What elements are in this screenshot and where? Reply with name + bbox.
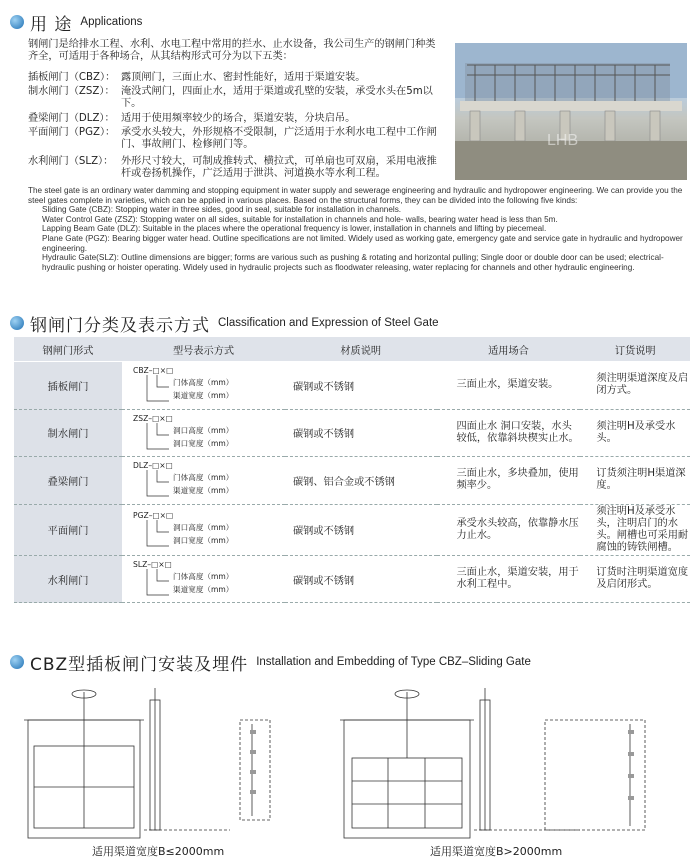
section-title-en: Applications xyxy=(80,16,143,28)
gate-type-cell: 插板闸门 xyxy=(14,362,122,410)
bullet-icon xyxy=(10,316,24,330)
order-note-cell: 订货时注明渠道宽度及启闭形式。 xyxy=(580,556,690,604)
gate-item-cbz: 插板闸门（CBZ）： 露顶闸门，三面止水、密封性能好，适用于渠道安装。 xyxy=(28,72,366,83)
usage-cell: 三面止水，渠道安装。 xyxy=(437,362,581,410)
usage-cell: 三面止水，渠道安装，用于水利工程中。 xyxy=(437,556,581,604)
section-title-en: Installation and Embedding of Type CBZ–Sliding Gate xyxy=(256,656,531,668)
header-cell: 订货说明 xyxy=(580,337,690,362)
order-note-cell: 须注明H及承受水头。 xyxy=(580,410,690,458)
gate-item-zsz: 制水闸门（ZSZ）： 淹没式闸门，四面止水，适用于渠道或孔壁的安装，承受水头在5m以下。 xyxy=(28,86,433,110)
code-line2: 洞口宽度（mm） xyxy=(173,535,234,545)
bullet-icon xyxy=(10,655,24,669)
header-cell: 钢闸门形式 xyxy=(14,337,122,362)
intro-text: 钢闸门是给排水工程、水利、水电工程中常用的拦水、止水设备，我公司生产的钢闸门种类齐全，可适用于各种场合，从其结构形式可分为以下五类： xyxy=(28,39,436,63)
section-applications-title xyxy=(10,10,142,34)
gate-item-dlz: 叠梁闸门（DLZ）： 适用于使用频率较少的场合，渠道安装，分块启吊。 xyxy=(28,113,356,124)
svg-text:LHB: LHB xyxy=(547,132,579,149)
caption-large-channel: 适用渠道宽度B>2000mm xyxy=(430,845,563,858)
installation-drawing-small xyxy=(20,680,320,842)
section-title-zh: CBZ型插板闸门安装及埋件 xyxy=(30,654,249,675)
section-installation-title xyxy=(10,650,531,674)
model-code: SLZ–□×□ xyxy=(133,560,172,570)
classification-table xyxy=(14,337,690,603)
installation-drawing-large xyxy=(340,680,690,842)
code-line1: 门体高度（mm） xyxy=(173,473,234,483)
code-line2: 渠道宽度（mm） xyxy=(173,391,234,401)
order-note-cell: 须注明H及承受水头，注明启门的水头。闸槽也可采用耐腐蚀的铸铁闸槽。 xyxy=(580,505,690,556)
header-cell: 适用场合 xyxy=(437,337,581,362)
code-cell xyxy=(122,410,285,458)
table-row xyxy=(14,457,690,505)
code-line1: 洞口高度（mm） xyxy=(173,425,234,435)
order-note-cell: 订货须注明H渠道深度。 xyxy=(580,457,690,505)
code-cell xyxy=(122,362,285,410)
gate-type-cell: 叠梁闸门 xyxy=(14,457,122,505)
gate-item-slz: 水利闸门（SLZ）： 外形尺寸较大，可制成推转式、横拉式，可单扇也可双扇，采用电液推杆或卷扬机操作，广泛适用于泄洪、河道换水等水利工程。 xyxy=(28,156,437,180)
section-title-zh: 钢闸门分类及表示方式 xyxy=(30,315,210,336)
header-cell: 材质说明 xyxy=(285,337,437,362)
code-line2: 渠道宽度（mm） xyxy=(173,486,234,496)
code-line1: 门体高度（mm） xyxy=(173,572,234,582)
gate-item-pgz: 平面闸门（PGZ）： 承受水头较大，外形规格不受限制，广泛适用于水利水电工程中工作闸门、事故闸门、检修闸门等。 xyxy=(28,127,437,151)
code-line2: 渠道宽度（mm） xyxy=(173,585,234,595)
code-line1: 门体高度（mm） xyxy=(173,378,234,388)
usage-cell: 承受水头较高，依靠静水压力止水。 xyxy=(437,505,581,556)
table-row xyxy=(14,556,690,604)
caption-small-channel: 适用渠道宽度B≤2000mm xyxy=(92,845,225,858)
gate-photo xyxy=(455,43,687,180)
table-row xyxy=(14,410,690,458)
table-row xyxy=(14,362,690,410)
section-title-en: Classification and Expression of Steel Gate xyxy=(218,317,439,329)
model-code: DLZ–□×□ xyxy=(133,461,173,471)
model-code: ZSZ–□×□ xyxy=(133,413,173,423)
usage-cell: 三面止水，多块叠加，使用频率少。 xyxy=(437,457,581,505)
table-row xyxy=(14,505,690,556)
material-cell: 碳钢或不锈钢 xyxy=(285,505,437,556)
material-cell: 碳钢、铝合金或不锈钢 xyxy=(285,457,437,505)
code-line2: 洞口宽度（mm） xyxy=(173,438,234,448)
material-cell: 碳钢或不锈钢 xyxy=(285,362,437,410)
order-note-cell: 须注明渠道深度及启闭方式。 xyxy=(580,362,690,410)
gate-type-cell: 平面闸门 xyxy=(14,505,122,556)
gate-type-cell: 水利闸门 xyxy=(14,556,122,604)
section-classification-title xyxy=(10,311,439,335)
bullet-icon xyxy=(10,15,24,29)
material-cell: 碳钢或不锈钢 xyxy=(285,556,437,604)
material-cell: 碳钢或不锈钢 xyxy=(285,410,437,458)
code-cell xyxy=(122,556,285,604)
header-cell: 型号表示方式 xyxy=(122,337,285,362)
code-line1: 洞口高度（mm） xyxy=(173,522,234,532)
usage-cell: 四面止水 洞口安装，水头较低，依靠斜块楔实止水。 xyxy=(437,410,581,458)
english-description: The steel gate is an ordinary water damming and stopping equipment in water supply and sewerage engineering and hydraulic and hydropower engineering. We can provide you the steel gates complete in varieties, which can be applied in various places. Based on the structural forms, they can be divided into the following five kinds: Sliding Gate (CBZ): Stopping water in three sides, good in seal, suitable for installation in channels. Water Control Gate (ZSZ): Stopping water on all sides, suitable for installation in channels and hole- walls, bearing water head is less than 5m. Lapping Beam Gate (DLZ): Suitable in the places where the operational frequency is lower, installation in channels and lifting by piecemeal. Plane Gate (PGZ): Bearing bigger water head. Outline specifications are not limited. Widely used as working gate, emergency gate and service gate in hydraulic and hydropower engineering. Hydraulic Gate(SLZ): Outline dimensions are bigger; forms are various such as pushing & rotating and horizontal pulling; Single door or double door can be used; electrical-hydraulic pushing or hoister operating. Widely used in hydraulic projects such as floodwater releasing, water replacing for channels and other hydraulic engineering. xyxy=(28,186,683,272)
model-code: PGZ–□×□ xyxy=(133,510,174,520)
code-cell xyxy=(122,457,285,505)
model-code: CBZ–□×□ xyxy=(133,366,174,376)
gate-type-cell: 制水闸门 xyxy=(14,410,122,458)
section-title-zh: 用 途 xyxy=(30,14,73,35)
code-cell xyxy=(122,505,285,556)
table-header-row xyxy=(14,337,690,362)
